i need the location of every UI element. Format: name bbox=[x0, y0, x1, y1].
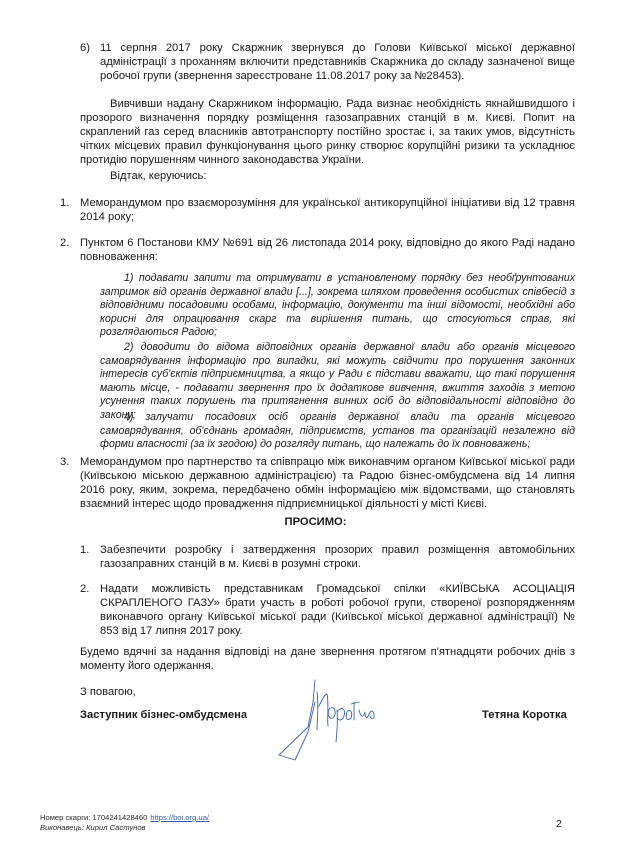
closing-paragraph: Будемо вдячні за надання відповіді на дане звернення протягом п'ятнадцяти робочих днів з моменту його одержання. bbox=[80, 646, 575, 672]
handwritten-signature bbox=[275, 672, 390, 767]
list-item-6 bbox=[80, 41, 575, 83]
request-item-1 bbox=[80, 543, 575, 571]
signature-stroke bbox=[317, 692, 328, 730]
ground-number: 1. bbox=[60, 197, 70, 209]
request-title: ПРОСИМО: bbox=[284, 516, 347, 528]
signature-stroke bbox=[346, 710, 351, 719]
power-text: 2) доводити до відома відповідних органів державної влади або органів місцевого самоврядування інформацію про випадки, які можуть свідчити про порушення законних інтересів суб'єктів підприємництва, а якщо у Ради є підстави вважати, що такі порушення мають місце, - подавати звернення про їх додаткове вивчення, вжиття заходів з метою усунення таких порушень та притягнення винних осіб до відповідальності відповідно до закону; bbox=[100, 341, 575, 421]
request-item-2 bbox=[80, 582, 575, 638]
signature-stroke bbox=[336, 709, 344, 742]
request-text: Забезпечити розробку і затвердження прозорих правил розміщення автомобільних газозаправних станцій в м. Києві в розумні строки. bbox=[100, 544, 575, 570]
list-item-number: 6) bbox=[80, 42, 90, 54]
request-text: Надати можливість представникам Громадської спілки «КИЇВСЬКА АСОЦІАЦІЯ СКРАПЛЕНОГО ГАЗУ» брати участь в роботі робочої групи, створеної розпорядженням виконавчого органу Київської міської ради (Київської міської державної адміністрації) № 853 від 17 липня 2017 року. bbox=[100, 583, 575, 637]
power-text: 4) залучати посадових осіб органів державної влади та органів місцевого самоврядування, об'єднань громадян, підприємств, установ та організацій незалежно від форми власності (за їх згодою) до розгляду питань, що належать до їх повноважень; bbox=[100, 411, 575, 451]
signature-stroke bbox=[351, 702, 359, 720]
guided-by-text: Відтак, керуючись: bbox=[110, 170, 207, 182]
power-text: 1) подавати запити та отримувати в установленому порядку без необґрунтованих затримок від органів державної влади [...], зокрема шляхом проведення особистих співбесід з відповідними посадовими особами, інформацію, документи та інші відомості, необхідні або корисні для опрацювання скарг та вирішення питань, що стосуються справ, які розглядаються Радою; bbox=[100, 272, 575, 339]
paragraph-study: Вивчивши надану Скаржником інформацію, Рада визнає необхідність якнайшвидшого і прозорого визначення порядку розміщення газозаправних станцій в м. Києві. Попит на скраплений газ серед власників автотранспорту постійно зростає і, за таких умов, відсутність чітких місцевих правил функціонування цього ринку створює корупційні ризики та ускладнює протидію порушенням чинного законодавства України. bbox=[80, 98, 575, 166]
ground-number: 3. bbox=[60, 456, 70, 468]
signature-stroke bbox=[359, 710, 374, 719]
signature-stroke bbox=[279, 680, 315, 760]
signer-name: Тетяна Коротка bbox=[482, 709, 567, 721]
ground-text: Меморандумом про партнерство та співпрацю між виконавчим органом Київської міської ради (Київською міською державною адміністрацією) та Радою бізнес-омбудсмена від 14 липня 2016 року, яким, зокрема, передбачено обмін інформацією між відомствами, що становлять взаємний інтерес щодо провадження підприємницької діяльності у місті Києві. bbox=[80, 456, 575, 510]
footer-link[interactable]: https://boi.org.ua/ bbox=[150, 813, 210, 822]
ground-text: Меморандумом про взаєморозуміння для української антикорупційної ініціативи від 12 травня 2014 року; bbox=[80, 197, 575, 223]
request-number: 2. bbox=[80, 583, 90, 595]
page-number: 2 bbox=[556, 818, 562, 830]
executor-text: Виконавець: Кирил Састунов bbox=[40, 822, 146, 832]
ground-number: 2. bbox=[60, 237, 70, 249]
list-item-text: 11 серпня 2017 року Скаржник звернувся до Голови Київської міської державної адміністрації з проханням включити представників Скаржника до складу зазначеної вище робочої групи (звернення зареєстроване 11.08.2017 року за №28453). bbox=[100, 42, 575, 82]
power-quote-4 bbox=[100, 411, 575, 452]
ground-item-1 bbox=[60, 196, 575, 224]
complaint-number: Номер скарги: 1704241428460 bbox=[40, 813, 148, 822]
ground-item-3 bbox=[60, 455, 575, 511]
regards-text: З повагою, bbox=[80, 686, 136, 698]
signer-title: Заступник бізнес-омбудсмена bbox=[80, 709, 248, 721]
footer-complaint-line bbox=[40, 813, 209, 823]
request-number: 1. bbox=[80, 544, 90, 556]
power-quote-1 bbox=[100, 272, 575, 340]
footer bbox=[40, 813, 209, 832]
signature-stroke bbox=[328, 708, 335, 719]
ground-text: Пунктом 6 Постанови КМУ №691 від 26 листопада 2014 року, відповідно до якого Раді надано повноваження: bbox=[80, 237, 575, 263]
ground-item-2 bbox=[60, 236, 575, 264]
